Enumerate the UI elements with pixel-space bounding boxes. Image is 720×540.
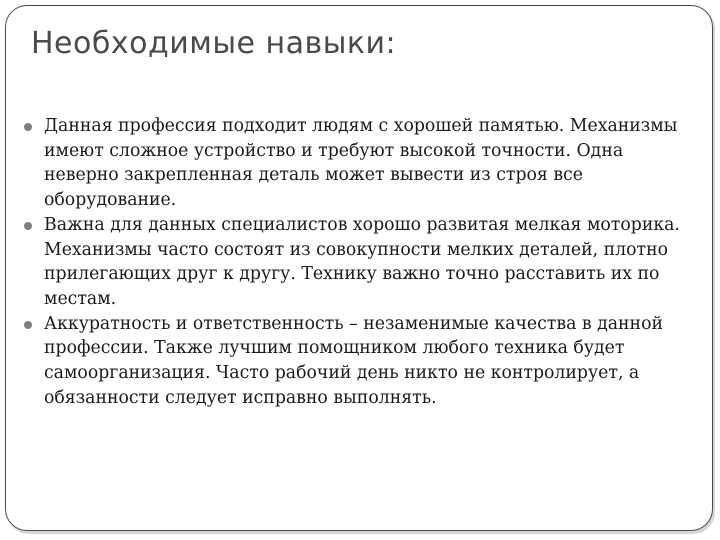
bullet-list	[22, 114, 682, 410]
bullet-text: Данная профессия подходит людям с хорошей памятью. Механизмы имеют сложное устройство и требуют высокой точности. Одна неверно закрепленная деталь может вывести из строя все оборудование.	[44, 116, 678, 211]
slide-title: Необходимые навыки:	[31, 26, 397, 61]
bullet-dot-icon	[24, 321, 32, 329]
bullet-item	[22, 312, 682, 411]
bullet-item	[22, 114, 682, 213]
bullet-text: Важна для данных специалистов хорошо развитая мелкая моторика. Механизмы часто состоят из совокупности мелких деталей, плотно прилегающих друг к другу. Технику важно точно расставить их по местам.	[44, 214, 680, 309]
bullet-dot-icon	[24, 123, 32, 131]
bullet-dot-icon	[24, 222, 32, 230]
bullet-text: Аккуратность и ответственность – незаменимые качества в данной профессии. Также лучшим помощником любого техника будет самоорганизация. Часто рабочий день никто не контролирует, а обязанности следует исправно выполнять.	[44, 313, 663, 408]
bullet-item	[22, 213, 682, 312]
